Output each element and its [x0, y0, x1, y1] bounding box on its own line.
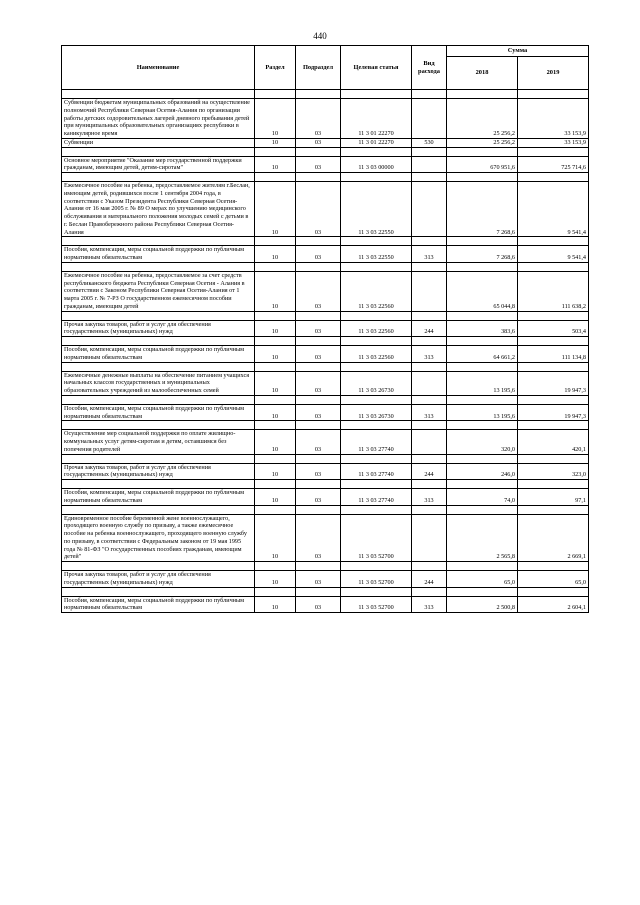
spacer-cell — [447, 505, 518, 514]
spacer-cell — [518, 237, 589, 246]
table-row — [62, 138, 589, 147]
row-sum-2019: 19 947,3 — [518, 371, 589, 395]
row-subsection: 03 — [296, 571, 341, 588]
spacer-cell — [296, 421, 341, 430]
spacer-cell — [296, 505, 341, 514]
row-section: 10 — [255, 320, 296, 337]
spacer-cell — [412, 337, 447, 346]
spacer-cell — [255, 362, 296, 371]
row-exp-type: 244 — [412, 463, 447, 480]
row-name: Пособия, компенсации, меры социальной поддержки по публичным нормативным обязательствам — [62, 346, 255, 363]
row-name: Пособия, компенсации, меры социальной поддержки по публичным нормативным обязательствам — [62, 246, 255, 263]
spacer-cell — [341, 395, 412, 404]
row-name: Осуществление мер социальной поддержки по оплате жилищно-коммунальных услуг детям-сиротам и детям, оставшимся без попечения родителей — [62, 430, 255, 454]
spacer-cell — [296, 337, 341, 346]
spacer-row — [62, 395, 589, 404]
table-row — [62, 404, 589, 421]
row-subsection: 03 — [296, 99, 341, 139]
row-exp-type — [412, 182, 447, 237]
row-subsection: 03 — [296, 156, 341, 173]
table-row — [62, 430, 589, 454]
spacer-cell — [412, 237, 447, 246]
row-exp-type — [412, 271, 447, 311]
spacer-cell — [518, 362, 589, 371]
table-row — [62, 596, 589, 613]
spacer-cell — [412, 480, 447, 489]
row-sum-2018: 64 661,2 — [447, 346, 518, 363]
table-row — [62, 320, 589, 337]
row-section: 10 — [255, 138, 296, 147]
header-sum: Сумма — [447, 46, 589, 57]
header-section: Раздел — [255, 46, 296, 90]
row-exp-type — [412, 156, 447, 173]
row-sum-2019: 503,4 — [518, 320, 589, 337]
spacer-cell — [255, 505, 296, 514]
spacer-cell — [62, 262, 255, 271]
row-section: 10 — [255, 346, 296, 363]
spacer-cell — [447, 562, 518, 571]
spacer-cell — [255, 562, 296, 571]
row-target: 11 3 03 26730 — [341, 371, 412, 395]
row-section: 10 — [255, 514, 296, 562]
row-subsection: 03 — [296, 371, 341, 395]
spacer-cell — [62, 454, 255, 463]
row-exp-type: 530 — [412, 138, 447, 147]
spacer-cell — [447, 362, 518, 371]
table-row — [62, 246, 589, 263]
spacer-cell — [296, 454, 341, 463]
row-section: 10 — [255, 596, 296, 613]
row-sum-2018: 13 195,6 — [447, 371, 518, 395]
spacer-cell — [296, 90, 341, 99]
spacer-cell — [341, 587, 412, 596]
spacer-cell — [62, 362, 255, 371]
row-section: 10 — [255, 156, 296, 173]
spacer-cell — [62, 395, 255, 404]
spacer-cell — [255, 587, 296, 596]
spacer-cell — [296, 362, 341, 371]
row-target: 11 3 03 27740 — [341, 463, 412, 480]
row-exp-type: 244 — [412, 320, 447, 337]
spacer-cell — [412, 562, 447, 571]
row-sum-2018: 7 268,6 — [447, 246, 518, 263]
row-sum-2019: 9 541,4 — [518, 182, 589, 237]
table-row — [62, 371, 589, 395]
spacer-cell — [341, 505, 412, 514]
spacer-cell — [62, 480, 255, 489]
row-target: 11 3 03 22560 — [341, 346, 412, 363]
row-sum-2019: 97,1 — [518, 489, 589, 506]
spacer-cell — [412, 311, 447, 320]
spacer-cell — [518, 90, 589, 99]
row-exp-type: 244 — [412, 571, 447, 588]
spacer-cell — [296, 311, 341, 320]
row-section: 10 — [255, 571, 296, 588]
row-sum-2019: 9 541,4 — [518, 246, 589, 263]
row-subsection: 03 — [296, 182, 341, 237]
row-exp-type — [412, 371, 447, 395]
spacer-cell — [447, 337, 518, 346]
header-subsection: Подраздел — [296, 46, 341, 90]
row-sum-2018: 2 565,8 — [447, 514, 518, 562]
row-name: Единовременное пособие беременной жене военнослужащего, проходящего военную службу по призыву, а также ежемесячное пособие на ребенка военнослужащего, проходящего военную службу по призыву, в соответствии с Федеральным законом от 19 мая 1995 года № 81-ФЗ "О государственных пособиях гражданам, имеющим детей" — [62, 514, 255, 562]
spacer-cell — [62, 90, 255, 99]
row-target: 11 3 01 22270 — [341, 138, 412, 147]
row-name: Пособия, компенсации, меры социальной поддержки по публичным нормативным обязательствам — [62, 404, 255, 421]
row-exp-type — [412, 430, 447, 454]
row-name: Прочая закупка товаров, работ и услуг для обеспечения государственных (муниципальных) нужд — [62, 463, 255, 480]
spacer-cell — [518, 562, 589, 571]
row-name: Субвенции бюджетам муниципальных образований на осуществление полномочий Республики Северная Осетия-Алания по организации работы детских оздоровительных лагерей дневного пребывания детей при муниципальных образовательных организациях республики в каникулярное время — [62, 99, 255, 139]
row-target: 11 3 03 22550 — [341, 182, 412, 237]
row-sum-2019: 33 153,9 — [518, 138, 589, 147]
header-2018: 2018 — [447, 57, 518, 90]
spacer-cell — [518, 337, 589, 346]
row-sum-2018: 2 500,8 — [447, 596, 518, 613]
row-sum-2019: 2 669,1 — [518, 514, 589, 562]
header-name: Наименование — [62, 46, 255, 90]
spacer-cell — [341, 421, 412, 430]
spacer-row — [62, 562, 589, 571]
row-subsection: 03 — [296, 138, 341, 147]
table-row — [62, 271, 589, 311]
spacer-row — [62, 587, 589, 596]
spacer-cell — [341, 90, 412, 99]
spacer-cell — [341, 262, 412, 271]
row-section: 10 — [255, 371, 296, 395]
spacer-row — [62, 147, 589, 156]
row-sum-2019: 111 134,8 — [518, 346, 589, 363]
spacer-row — [62, 505, 589, 514]
row-sum-2018: 7 268,6 — [447, 182, 518, 237]
spacer-row — [62, 362, 589, 371]
spacer-cell — [518, 395, 589, 404]
spacer-cell — [447, 480, 518, 489]
page-number: 440 — [313, 31, 327, 41]
row-name: Пособия, компенсации, меры социальной поддержки по публичным нормативным обязательствам — [62, 596, 255, 613]
row-target: 11 3 03 27740 — [341, 430, 412, 454]
spacer-cell — [518, 505, 589, 514]
spacer-cell — [518, 587, 589, 596]
header-exp-type: Вид расхода — [412, 46, 447, 90]
row-subsection: 03 — [296, 320, 341, 337]
spacer-cell — [412, 505, 447, 514]
spacer-cell — [447, 587, 518, 596]
row-section: 10 — [255, 404, 296, 421]
spacer-row — [62, 173, 589, 182]
row-name: Субвенции — [62, 138, 255, 147]
row-target: 11 3 03 26730 — [341, 404, 412, 421]
header-2019: 2019 — [518, 57, 589, 90]
row-subsection: 03 — [296, 463, 341, 480]
table-row — [62, 346, 589, 363]
spacer-cell — [341, 480, 412, 489]
table-body — [62, 90, 589, 613]
row-sum-2018: 13 195,6 — [447, 404, 518, 421]
row-name: Ежемесячные денежные выплаты на обеспечение питанием учащихся начальных классов государственных и муниципальных образовательных учреждений из малообеспеченных семей — [62, 371, 255, 395]
row-subsection: 03 — [296, 346, 341, 363]
spacer-cell — [412, 587, 447, 596]
spacer-cell — [412, 262, 447, 271]
spacer-cell — [447, 311, 518, 320]
row-target: 11 3 03 52700 — [341, 571, 412, 588]
row-sum-2019: 65,0 — [518, 571, 589, 588]
row-section: 10 — [255, 271, 296, 311]
row-section: 10 — [255, 99, 296, 139]
row-section: 10 — [255, 182, 296, 237]
row-sum-2019: 111 638,2 — [518, 271, 589, 311]
row-subsection: 03 — [296, 514, 341, 562]
spacer-cell — [62, 237, 255, 246]
row-section: 10 — [255, 246, 296, 263]
spacer-cell — [518, 480, 589, 489]
spacer-cell — [62, 311, 255, 320]
row-name: Прочая закупка товаров, работ и услуг для обеспечения государственных (муниципальных) нужд — [62, 320, 255, 337]
spacer-cell — [412, 90, 447, 99]
spacer-cell — [447, 421, 518, 430]
spacer-cell — [341, 454, 412, 463]
row-sum-2019: 19 947,3 — [518, 404, 589, 421]
table-row — [62, 489, 589, 506]
spacer-cell — [447, 454, 518, 463]
spacer-cell — [341, 173, 412, 182]
row-sum-2019: 33 153,9 — [518, 99, 589, 139]
row-sum-2018: 383,6 — [447, 320, 518, 337]
spacer-cell — [447, 262, 518, 271]
spacer-cell — [62, 562, 255, 571]
row-exp-type: 313 — [412, 404, 447, 421]
spacer-row — [62, 421, 589, 430]
spacer-cell — [447, 147, 518, 156]
spacer-cell — [62, 173, 255, 182]
row-target: 11 3 03 52700 — [341, 514, 412, 562]
row-target: 11 3 03 22560 — [341, 271, 412, 311]
row-sum-2019: 420,1 — [518, 430, 589, 454]
row-section: 10 — [255, 430, 296, 454]
spacer-cell — [255, 262, 296, 271]
row-exp-type: 313 — [412, 596, 447, 613]
row-section: 10 — [255, 463, 296, 480]
spacer-cell — [255, 173, 296, 182]
spacer-cell — [412, 421, 447, 430]
row-name: Основное мероприятие "Оказание мер государственной поддержки гражданам, имеющим детей, детям-сиротам" — [62, 156, 255, 173]
spacer-cell — [296, 395, 341, 404]
row-subsection: 03 — [296, 246, 341, 263]
spacer-cell — [518, 147, 589, 156]
row-sum-2018: 320,0 — [447, 430, 518, 454]
spacer-cell — [62, 147, 255, 156]
spacer-row — [62, 480, 589, 489]
spacer-cell — [447, 237, 518, 246]
row-target: 11 3 03 52700 — [341, 596, 412, 613]
row-target: 11 3 03 00000 — [341, 156, 412, 173]
table-row — [62, 571, 589, 588]
row-name: Ежемесячное пособие на ребенка, предоставляемое жителям г.Беслан, имеющим детей, родившихся после 1 сентября 2004 года, в соответствии с Указом Президента Республики Северная Осетия-Алания от 16 мая 2005 г. № 89 О мерах по улучшению медицинского обслуживания и материального положения молодых семей с детьми в г. Беслан Правобережного района Республики Северная Осетия-Алания — [62, 182, 255, 237]
spacer-cell — [62, 421, 255, 430]
row-sum-2018: 65,0 — [447, 571, 518, 588]
spacer-cell — [255, 337, 296, 346]
spacer-cell — [255, 311, 296, 320]
spacer-cell — [255, 395, 296, 404]
spacer-row — [62, 454, 589, 463]
spacer-cell — [341, 562, 412, 571]
spacer-cell — [255, 480, 296, 489]
row-exp-type: 313 — [412, 246, 447, 263]
spacer-cell — [412, 454, 447, 463]
row-sum-2018: 65 044,8 — [447, 271, 518, 311]
row-sum-2019: 725 714,6 — [518, 156, 589, 173]
spacer-cell — [518, 421, 589, 430]
table-row — [62, 156, 589, 173]
spacer-row — [62, 90, 589, 99]
row-target: 11 3 01 22270 — [341, 99, 412, 139]
row-target: 11 3 03 22550 — [341, 246, 412, 263]
row-sum-2018: 74,0 — [447, 489, 518, 506]
row-target: 11 3 03 27740 — [341, 489, 412, 506]
row-subsection: 03 — [296, 596, 341, 613]
spacer-cell — [518, 311, 589, 320]
spacer-cell — [255, 454, 296, 463]
spacer-cell — [255, 147, 296, 156]
spacer-cell — [296, 173, 341, 182]
spacer-cell — [412, 362, 447, 371]
spacer-cell — [341, 362, 412, 371]
spacer-cell — [341, 237, 412, 246]
spacer-cell — [62, 505, 255, 514]
row-name: Ежемесячное пособие на ребенка, предоставляемое за счет средств республиканского бюджета Республики Северная Осетия - Алания в соответствии с Законом Республики Северная Осетия-Алания от 1 марта 2005 г. № 7-РЗ О государственном ежемесячном пособии гражданам, имеющим детей — [62, 271, 255, 311]
row-name: Пособия, компенсации, меры социальной поддержки по публичным нормативным обязательствам — [62, 489, 255, 506]
spacer-cell — [341, 147, 412, 156]
table-row — [62, 182, 589, 237]
spacer-cell — [341, 311, 412, 320]
row-exp-type: 313 — [412, 489, 447, 506]
spacer-cell — [447, 395, 518, 404]
row-exp-type — [412, 99, 447, 139]
spacer-cell — [255, 90, 296, 99]
spacer-cell — [518, 262, 589, 271]
row-exp-type: 313 — [412, 346, 447, 363]
spacer-cell — [412, 395, 447, 404]
row-sum-2018: 246,0 — [447, 463, 518, 480]
table-row — [62, 99, 589, 139]
row-sum-2018: 25 256,2 — [447, 138, 518, 147]
spacer-row — [62, 262, 589, 271]
spacer-row — [62, 311, 589, 320]
spacer-cell — [62, 337, 255, 346]
row-subsection: 03 — [296, 489, 341, 506]
spacer-cell — [255, 421, 296, 430]
row-subsection: 03 — [296, 430, 341, 454]
row-target: 11 3 03 22560 — [341, 320, 412, 337]
row-subsection: 03 — [296, 271, 341, 311]
spacer-cell — [518, 173, 589, 182]
spacer-cell — [412, 147, 447, 156]
table-row — [62, 514, 589, 562]
row-sum-2018: 25 256,2 — [447, 99, 518, 139]
row-name: Прочая закупка товаров, работ и услуг для обеспечения государственных (муниципальных) нужд — [62, 571, 255, 588]
spacer-cell — [296, 262, 341, 271]
spacer-cell — [518, 454, 589, 463]
spacer-row — [62, 237, 589, 246]
spacer-cell — [255, 237, 296, 246]
spacer-cell — [296, 237, 341, 246]
row-sum-2019: 323,0 — [518, 463, 589, 480]
row-exp-type — [412, 514, 447, 562]
header-target: Целевая статья — [341, 46, 412, 90]
spacer-cell — [341, 337, 412, 346]
table-row — [62, 463, 589, 480]
row-subsection: 03 — [296, 404, 341, 421]
spacer-cell — [296, 562, 341, 571]
spacer-cell — [447, 173, 518, 182]
row-sum-2018: 670 951,6 — [447, 156, 518, 173]
row-section: 10 — [255, 489, 296, 506]
row-sum-2019: 2 604,1 — [518, 596, 589, 613]
spacer-cell — [62, 587, 255, 596]
spacer-cell — [296, 587, 341, 596]
spacer-cell — [447, 90, 518, 99]
spacer-cell — [296, 147, 341, 156]
spacer-cell — [296, 480, 341, 489]
spacer-cell — [412, 173, 447, 182]
budget-table — [61, 45, 589, 613]
spacer-row — [62, 337, 589, 346]
